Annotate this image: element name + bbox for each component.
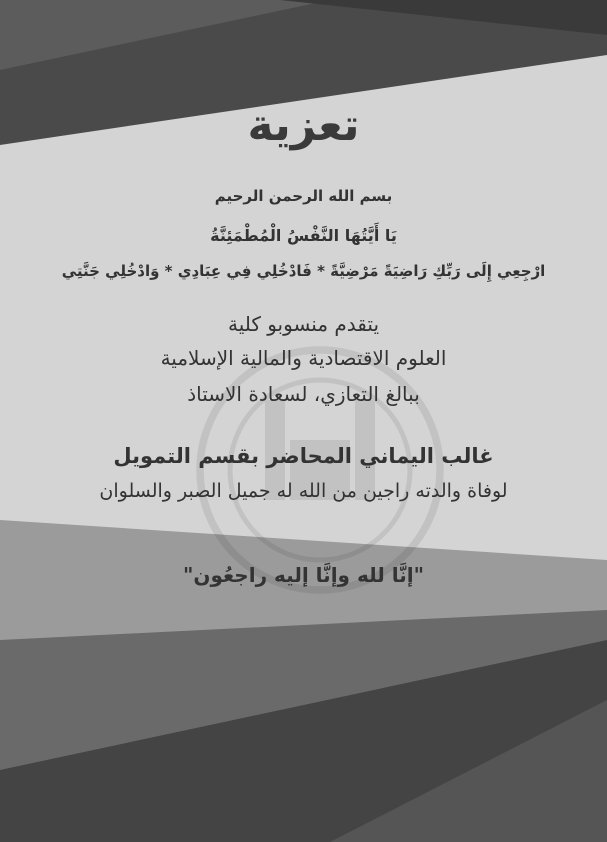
body-line-2: العلوم الاقتصادية والمالية الإسلامية <box>160 346 447 370</box>
quran-verse-line-1: يَا أَيَّتُهَا النَّفْسُ الْمُطْمَئِنَّةُ <box>210 226 397 245</box>
page-title: تعزية <box>247 100 360 151</box>
basmala: بسم الله الرحمن الرحيم <box>214 187 393 205</box>
condolence-message: لوفاة والدته راجين من الله له جميل الصبر والسلوان <box>99 480 508 502</box>
body-line-1: يتقدم منسوبو كلية <box>227 312 380 336</box>
body-line-3: ببالغ التعازي، لسعادة الاستاذ <box>187 382 420 406</box>
closing-phrase: "إنَّا لله وإنَّا إليه راجعُون" <box>182 563 424 587</box>
quran-verse-line-2: ارْجِعِي إِلَى رَبِّكِ رَاضِيَةً مَرْضِيَّةً * فَادْخُلِي فِي عِبَادِي * وَادْخُلِي جَنَّتِي <box>61 262 546 280</box>
honoree-name: غالب اليماني المحاضر بقسم التمويل <box>113 444 494 468</box>
